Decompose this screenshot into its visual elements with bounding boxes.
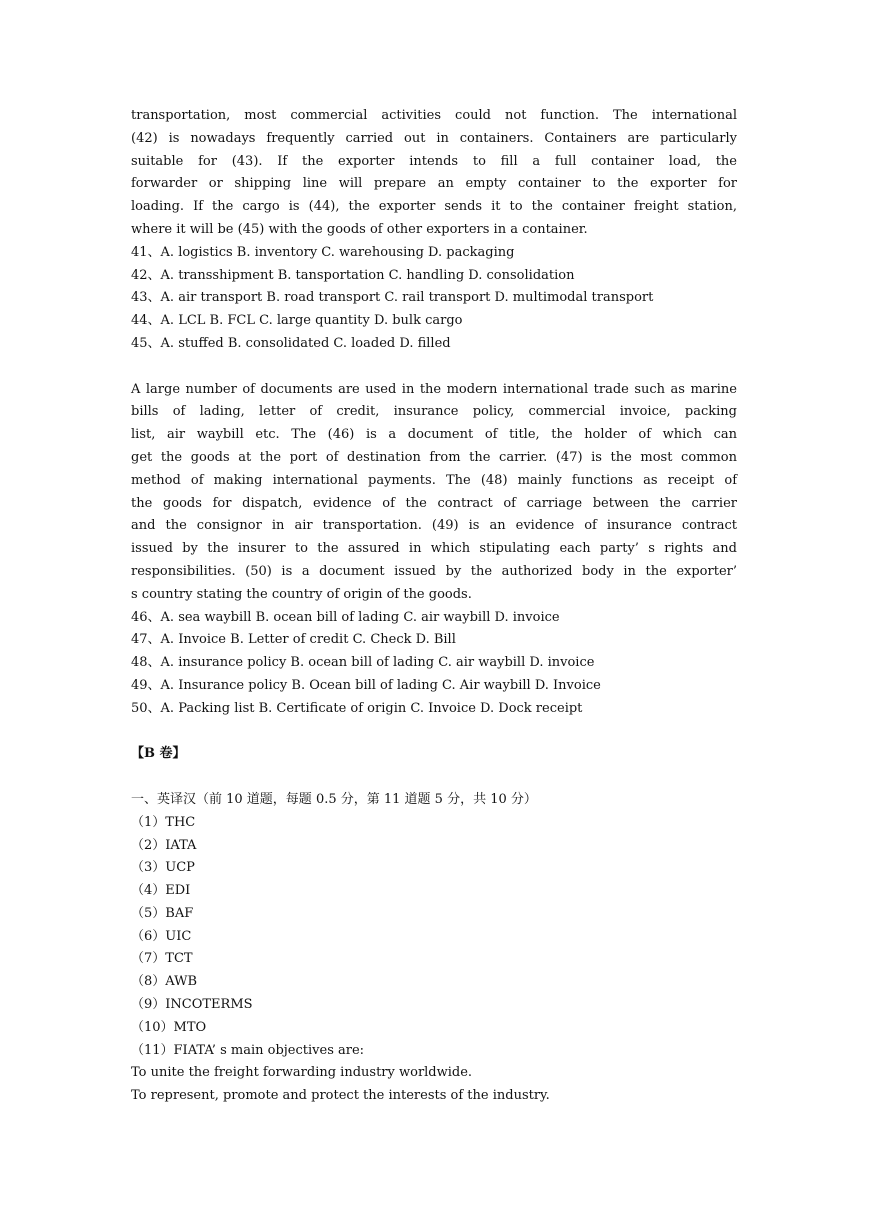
question-48: 48、A. insurance policy B. ocean bill of lading C. air waybill D. invoice bbox=[131, 655, 595, 671]
passage1-line: transportation, most commercial activities could not function. The international bbox=[131, 108, 737, 123]
term-item: （10）MTO bbox=[131, 1019, 207, 1035]
part1-heading: 一、英译汉（前 10 道题，每题 0.5 分，第 11 道题 5 分，共 10 分） bbox=[131, 791, 537, 807]
document-content bbox=[131, 105, 737, 1108]
passage1-line: loading. If the cargo is (44), the exporter sends it to the container freight station, bbox=[131, 199, 737, 215]
term-item: （8）AWB bbox=[131, 974, 198, 990]
objective-line: To represent, promote and protect the interests of the industry. bbox=[131, 1088, 550, 1104]
passage2-line: and the consignor in air transportation. (49) is an evidence of insurance contract bbox=[131, 518, 737, 534]
term-item: （6）UIC bbox=[131, 928, 192, 944]
passage2-line: get the goods at the port of destination from the carrier. (47) is the most common bbox=[131, 449, 737, 465]
term-item: （5）BAF bbox=[131, 905, 194, 921]
term-item: （1）THC bbox=[131, 814, 196, 830]
passage1-line: suitable for (43). If the exporter intends to fill a full container load, the bbox=[131, 153, 737, 169]
spacer bbox=[131, 721, 737, 744]
question-49: 49、A. Insurance policy B. Ocean bill of lading C. Air waybill D. Invoice bbox=[131, 677, 601, 693]
term-item: （7）TCT bbox=[131, 951, 193, 967]
spacer bbox=[131, 356, 737, 379]
question-42: 42、A. transshipment B. tansportation C. handling D. consolidation bbox=[131, 267, 575, 283]
passage2-line: A large number of documents are used in the modern international trade such as marine bbox=[131, 381, 737, 397]
term-item: （2）IATA bbox=[131, 837, 197, 853]
spacer bbox=[131, 766, 737, 789]
passage1-line: forwarder or shipping line will prepare an empty container to the exporter for bbox=[131, 176, 737, 192]
passage1-line: (42) is nowadays frequently carried out in containers. Containers are particularly bbox=[131, 130, 737, 146]
passage2-line: list, air waybill etc. The (46) is a document of title, the holder of which can bbox=[131, 427, 737, 443]
question-44: 44、A. LCL B. FCL C. large quantity D. bulk cargo bbox=[131, 313, 463, 329]
question-46: 46、A. sea waybill B. ocean bill of lading C. air waybill D. invoice bbox=[131, 609, 560, 625]
passage1-line: where it will be (45) with the goods of other exporters in a container. bbox=[131, 221, 588, 237]
question-45: 45、A. stuffed B. consolidated C. loaded D. filled bbox=[131, 335, 451, 351]
passage2-line: method of making international payments. The (48) mainly functions as receipt of bbox=[131, 472, 737, 488]
question-47: 47、A. Invoice B. Letter of credit C. Check D. Bill bbox=[131, 632, 456, 648]
term-item: （3）UCP bbox=[131, 860, 195, 876]
question-50: 50、A. Packing list B. Certificate of origin C. Invoice D. Dock receipt bbox=[131, 700, 583, 716]
passage2-line: s country stating the country of origin of the goods. bbox=[131, 586, 472, 602]
passage2-line: issued by the insurer to the assured in which stipulating each party’ s rights and bbox=[131, 541, 737, 557]
question-43: 43、A. air transport B. road transport C. rail transport D. multimodal transport bbox=[131, 290, 654, 306]
passage2-line: bills of lading, letter of credit, insurance policy, commercial invoice, packing bbox=[131, 404, 737, 420]
objective-line: To unite the freight forwarding industry worldwide. bbox=[131, 1065, 473, 1081]
section-b-title: 【B 卷】 bbox=[131, 746, 186, 762]
term-item: （4）EDI bbox=[131, 883, 191, 899]
term-item: （9）INCOTERMS bbox=[131, 997, 253, 1013]
term-item: （11）FIATA’ s main objectives are: bbox=[131, 1042, 365, 1058]
passage2-line: responsibilities. (50) is a document issued by the authorized body in the exporter’ bbox=[131, 563, 737, 579]
passage2-line: the goods for dispatch, evidence of the contract of carriage between the carrier bbox=[131, 495, 737, 511]
question-41: 41、A. logistics B. inventory C. warehousing D. packaging bbox=[131, 244, 515, 260]
